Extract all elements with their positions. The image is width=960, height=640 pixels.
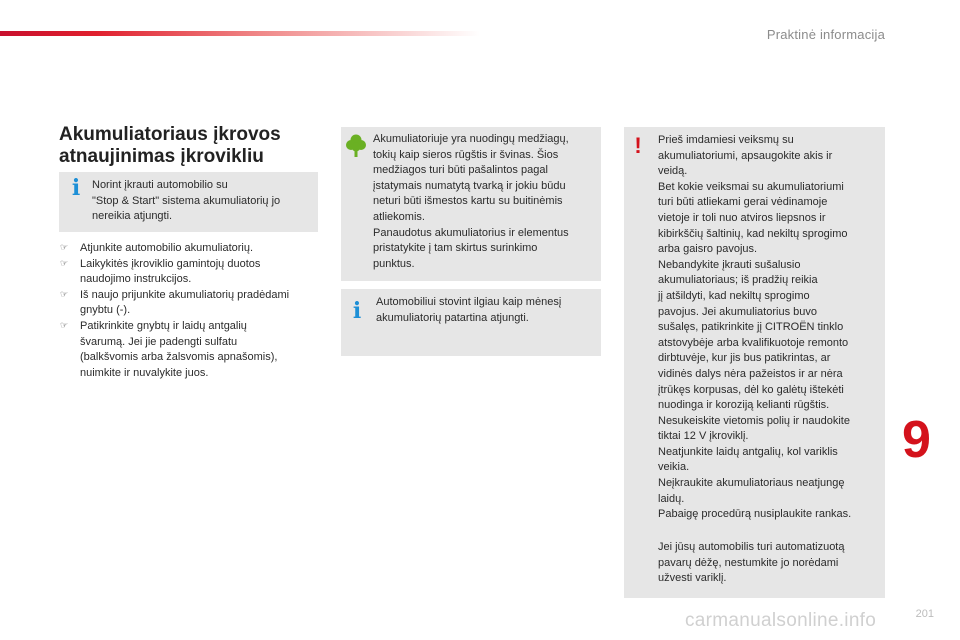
warning-line: vidinės dalys nėra pažeistos ir ar nėra [658,367,843,380]
eco-note-line: Panaudotus akumuliatorius ir elementus [373,226,569,239]
tree-icon [345,133,367,157]
eco-note-line: pristatykite į tam skirtus surinkimo [373,242,538,255]
page-header-title: Praktinė informacija [766,27,885,42]
warning-line: akumuliatoriumi, apsaugokite akis ir [658,149,833,162]
info-note-line: Norint įkrauti automobilio su [92,179,228,191]
warning-line: Jei jūsų automobilis turi automatizuotą [658,541,845,553]
list-item-line: Atjunkite automobilio akumuliatorių. [80,242,254,254]
info-note-2-text [376,295,596,326]
info-note-line: "Stop & Start" sistema akumuliatorių jo [92,194,281,207]
list-item-line: Patikrinkite gnybtų ir laidų antgalių [80,319,247,332]
bullet-arrow-icon: ☞ [60,243,69,253]
steps-list [59,241,321,381]
warning-line: pavojus. Jei akumuliatorius buvo [658,305,817,318]
warning-line: veidą. [658,165,688,178]
warning-line: jį atšildyti, kad nekiltų sprogimo [658,289,810,302]
eco-note-line: medžiagos turi būti pašalintos pagal [373,164,548,177]
warning-line: Prieš imdamiesi veiksmų su [658,134,794,146]
list-item-line: Iš naujo prijunkite akumuliatorių pradėdami [80,288,290,301]
warning-line: sušalęs, patikrinkite jį CITROËN tinklo [658,321,844,334]
warning-line: laidų. [658,492,685,505]
info-note-line: nereikia atjungti. [92,210,173,223]
warning-line: Nesukeiskite vietomis polių ir naudokite [658,414,850,427]
warning-line: veikia. [658,461,690,474]
warning-line: užvesti variklį. [658,572,727,585]
eco-note-text [373,132,597,272]
chapter-number: 9 [902,411,931,469]
bullet-arrow-icon: ☞ [60,320,69,331]
section-heading-line-1: Akumuliatoriaus įkrovos [59,124,281,145]
warning-line: nuodinga ir koroziją kelianti rūgštis. [658,399,830,412]
list-item-line: (balkšvomis arba žalsvomis apnašomis), [80,351,278,364]
warning-line: Pabaigę procedūrą nusiplaukite rankas. [658,508,852,521]
list-item-line: Laikykitės įkroviklio gamintojų duotos [80,257,261,270]
info-icon: i [352,298,362,324]
list-item-line: gnybtu (-). [80,304,131,317]
header-accent-bar [0,31,480,36]
warning-line: turi būti atliekami gerai vėdinamoje [658,196,828,209]
list-item-line: naudojimo instrukcijos. [80,273,192,286]
warning-line: akumuliatoriaus; iš pradžių reikia [658,274,818,287]
section-heading [59,124,329,168]
list-item [59,257,321,288]
info-note-line: akumuliatorių patartina atjungti. [376,311,529,324]
warning-line: vietoje ir toli nuo atviros liepsnos ir [658,211,826,224]
eco-note-line: atliekomis. [373,210,425,223]
watermark: carmanualsonline.info [685,610,877,631]
info-icon: i [71,175,81,201]
eco-note-line: Akumuliatoriuje yra nuodingų medžiagų, [373,133,569,145]
warning-line: Bet kokie veiksmai su akumuliatoriumi [658,180,844,193]
eco-note-line: įstatymais numatytą tvarką ir jokiu būdu [373,179,566,192]
page-number: 201 [915,608,934,620]
warning-line: tiktai 12 V įkroviklį. [658,430,749,443]
list-item-line: švarumą. Jei jie padengti sulfatu [80,335,238,348]
list-item [59,319,321,381]
warning-line: Nebandykite įkrauti sušalusio [658,258,801,271]
warning-line: kibirkščių šaltinių, kad nekiltų sprogimo [658,227,848,240]
info-note-text [92,178,314,225]
warning-line: įtrūkęs korpusas, dėl ko galėtų ištekėti [658,383,844,396]
warning-note-text [658,133,880,523]
warning-line: atstovybėje arba kvalifikuotoje remonto [658,336,849,349]
info-note-line: Automobiliui stovint ilgiau kaip mėnesį [376,296,562,308]
warning-line: arba gaisro pavojus. [658,243,758,256]
list-item-line: nuimkite ir nuvalykite juos. [80,366,209,379]
warning-line: pavarų dėžę, nestumkite jo norėdami [658,556,839,569]
eco-note-line: neturi būti išmestos kartu su buitinėmis [373,195,563,208]
section-heading-line-2: atnaujinimas įkrovikliu [59,146,264,167]
warning-line: dirbtuvėje, kur jis bus patikrintas, ar [658,352,831,365]
warning-line: Neįkraukite akumuliatoriaus neatjungę [658,477,845,490]
list-item [59,241,321,257]
bullet-arrow-icon: ☞ [60,289,69,300]
list-item [59,288,321,319]
warning-note-extra-text [658,540,880,587]
bullet-arrow-icon: ☞ [60,258,69,269]
exclamation-icon: ! [634,133,642,158]
warning-line: Neatjunkite laidų antgalių, kol variklis [658,445,838,458]
eco-note-line: tokių kaip sieros rūgštis ir švinas. Šios [373,148,559,161]
eco-note-line: punktus. [373,257,415,270]
